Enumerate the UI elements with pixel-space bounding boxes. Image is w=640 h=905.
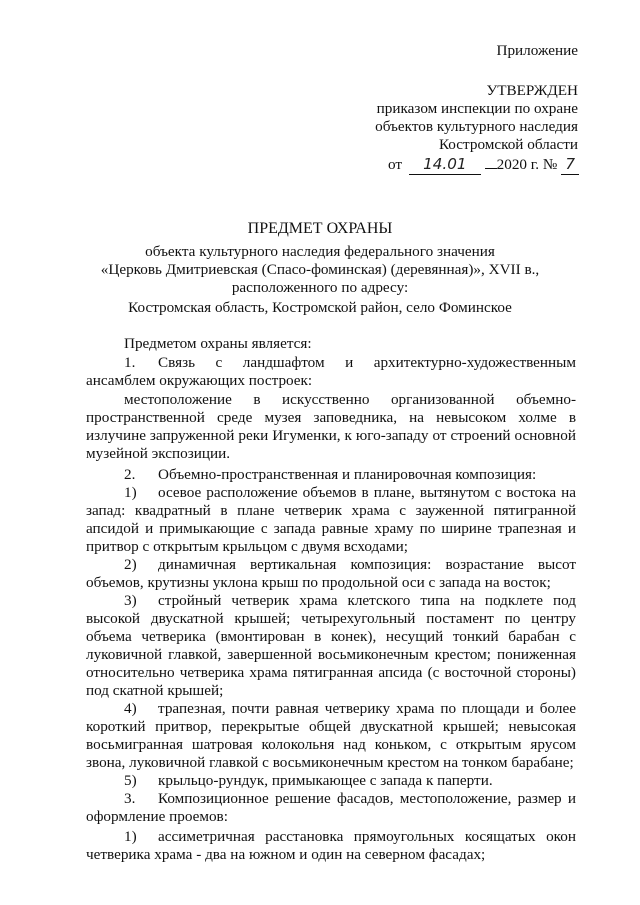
approved-line-1: приказом инспекции по охране (376, 100, 578, 117)
title-line-4: Костромская область, Костромской район, село Фоминское (128, 299, 512, 316)
list-item-2-3-number: 3) (124, 592, 137, 609)
number-field (561, 155, 579, 175)
document-body (86, 335, 576, 864)
list-item-3-1-text: ассиметричная расстановка прямоугольных косящатых окон четверика храма - два на южном и один на северном фасадах; (86, 828, 576, 863)
list-item-2-2-number: 2) (124, 556, 137, 573)
section-2-text: Объемно-пространственная и планировочная композиция: (158, 466, 537, 483)
section-1-number: 1. (124, 354, 136, 371)
list-item-2-5-number: 5) (124, 772, 137, 789)
list-item-2-1-number: 1) (124, 484, 137, 501)
list-item-2-4-number: 4) (124, 700, 137, 717)
list-item-2-3-text: стройный четверик храма клетского типа на подклете под высокой двускатной крышей; четырехугольный постамент по центру объема четверика (вмонтирован в конек), несущий тонкий барабан с луковичной главкой, завершенной восьмиконечным крестом; пониженная относительно четверика храма пятигранная апсида (с восточной стороны) под скатной крышей; (86, 592, 576, 699)
list-item-2-2-text: динамичная вертикальная композиция: возрастание высот объемов, крутизны уклона крыш по продольной оси с запада на восток; (86, 556, 576, 591)
approved-label: УТВЕРЖДЕН (486, 82, 578, 99)
appendix-label: Приложение (496, 42, 578, 59)
title-line-2: «Церковь Дмитриевская (Спасо-фоминская) (деревянная)», XVII в., (100, 261, 540, 278)
list-item-2-4-text: трапезная, почти равная четверику храма по площади и более короткий притвор, перекрытые общей двускатной крышей; невысокая восьмигранная шатровая колокольня над коньком, с открытым ярусом звона, луковичной главкой с восьмиконечным крестом на тонком барабане; (86, 700, 576, 771)
date-prefix: от (388, 156, 403, 173)
approval-date-line (388, 155, 579, 175)
section-1-text: Связь с ландшафтом и архитектурно-художественным ансамблем окружающих построек: (86, 354, 576, 389)
section-3 (86, 790, 576, 826)
list-item-2-4 (86, 700, 576, 772)
list-item-2-1 (86, 484, 576, 556)
number-handwritten: 7 (565, 155, 576, 173)
list-item-3-1-number: 1) (124, 828, 137, 845)
approved-line-3: Костромской области (438, 136, 578, 153)
list-item-3-1 (86, 828, 576, 864)
section-2-number: 2. (124, 466, 136, 483)
section-1-paragraph: местоположение в искусственно организованной объемно-пространственной среде музея заповедника, на невысоком холме в излучине запруженной реки Игуменки, к юго-западу от строений основной музейной экспозиции. (86, 391, 576, 462)
list-item-2-5-text: крыльцо-рундук, примыкающее с запада к паперти. (158, 772, 493, 789)
date-underline (485, 168, 497, 169)
document-title: ПРЕДМЕТ ОХРАНЫ (247, 220, 393, 237)
approved-line-2: объектов культурного наследия (375, 118, 578, 135)
list-item-2-3 (86, 592, 576, 700)
title-line-3: расположенного по адресу: (231, 279, 409, 296)
date-field (409, 155, 481, 175)
list-item-2-1-text: осевое расположение объемов в плане, вытянутом с востока на запад: квадратный в плане четверик храма с зауженной пятигранной апсидой и примыкающие с запада равные храму по ширине трапезная и притвор с открытым крыльцом с двумя всходами; (86, 484, 576, 555)
list-item-2-2 (86, 556, 576, 592)
date-handwritten: 14.01 (423, 155, 467, 173)
section-2 (86, 466, 576, 484)
section-3-number: 3. (124, 790, 136, 807)
list-item-2-5 (86, 772, 576, 790)
section-1 (86, 354, 576, 390)
section-3-text: Композиционное решение фасадов, местоположение, размер и оформление проемов: (86, 790, 576, 825)
intro-paragraph: Предметом охраны является: (124, 335, 312, 352)
date-year: 2020 г. № (496, 156, 558, 173)
title-line-1: объекта культурного наследия федерального значения (145, 243, 495, 260)
